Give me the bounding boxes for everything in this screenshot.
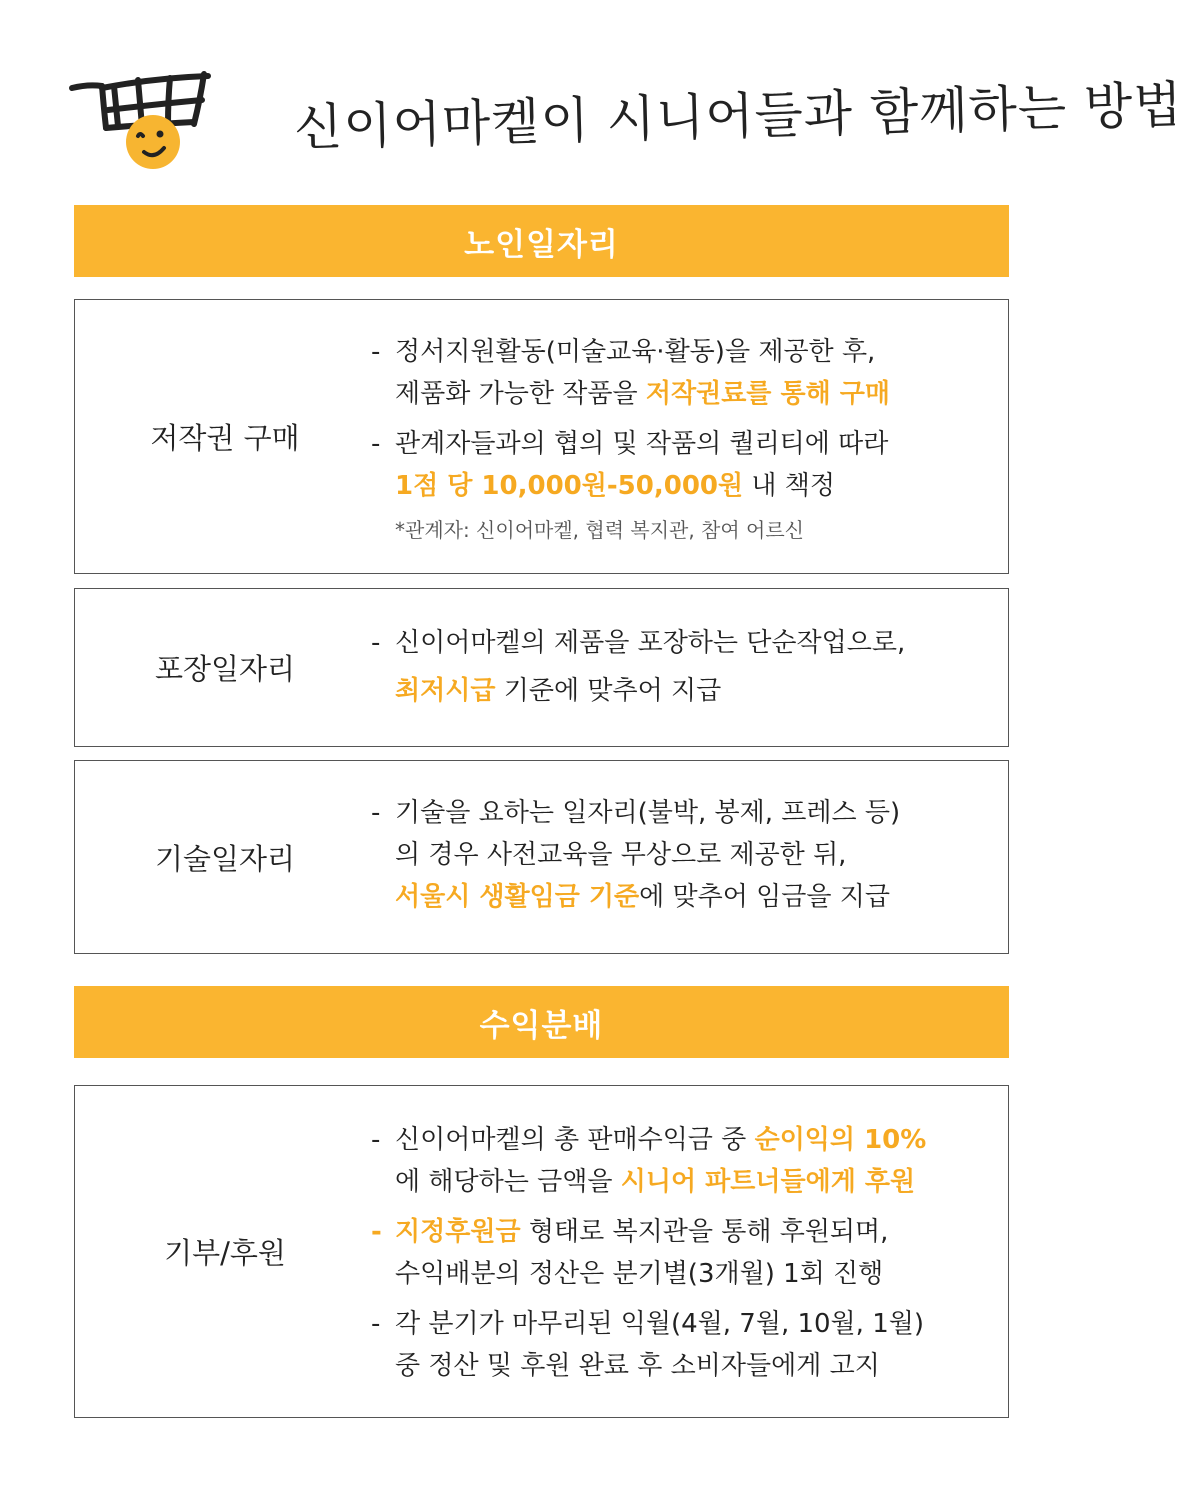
highlight-text: 저작권료를 통해 구매 <box>645 379 890 409</box>
bullet-line <box>395 1303 998 1345</box>
text-run: 기술을 요하는 일자리(불박, 봉제, 프레스 등) <box>395 798 901 828</box>
text-run: 정서지원활동(미술교육·활동)을 제공한 후, <box>395 337 876 367</box>
info-box-copyright-purchase <box>74 299 1009 574</box>
bullet-line <box>395 331 998 373</box>
bullet-line <box>395 834 998 876</box>
bullet-line <box>395 373 998 415</box>
footnote: *관계자: 신이어마켙, 협력 복지관, 참여 어르신 <box>395 518 804 542</box>
bullet-dash: - <box>371 628 381 658</box>
bullet-item <box>371 1303 998 1387</box>
bullet-dash: - <box>371 1217 382 1247</box>
bullet-line <box>395 423 998 465</box>
bullet-item <box>371 423 998 507</box>
box-label: 포장일자리 <box>154 652 296 686</box>
highlight-text: 순이익의 10% <box>754 1125 927 1155</box>
text-run: 각 분기가 마무리된 익월(4월, 7월, 10월, 1월) <box>395 1309 925 1339</box>
box-label: 기술일자리 <box>154 841 296 876</box>
highlight-text: 최저시급 <box>395 676 496 706</box>
text-run: 제품화 가능한 작품을 <box>395 379 646 409</box>
text-run: 중 정산 및 후원 완료 후 소비자들에게 고지 <box>395 1351 880 1381</box>
text-run: 에 해당하는 금액을 <box>395 1167 621 1197</box>
text-run: 수익배분의 정산은 분기별(3개월) 1회 진행 <box>395 1259 884 1289</box>
page-title: 신이어마켙이 시니어들과 함께하는 방법 <box>293 75 1183 157</box>
bullet-item <box>371 331 998 415</box>
text-run: 관계자들과의 협의 및 작품의 퀄리티에 따라 <box>395 429 889 459</box>
bullet-line <box>395 1253 998 1295</box>
bullet-dash: - <box>371 1125 381 1155</box>
bullet-line <box>395 1119 998 1161</box>
highlight-text: 지정후원금 <box>395 1217 521 1247</box>
box-body <box>371 619 998 715</box>
bullet-line <box>395 667 998 715</box>
text-run: 의 경우 사전교육을 무상으로 제공한 뒤, <box>395 840 847 870</box>
text-run: 신이어마켙의 제품을 포장하는 단순작업으로, <box>395 628 906 658</box>
bullet-dash: - <box>371 429 381 459</box>
box-body <box>371 792 998 918</box>
bullet-item <box>371 619 998 715</box>
bullet-item <box>371 1211 998 1295</box>
box-label: 저작권 구매 <box>150 421 300 455</box>
bullet-line <box>395 1161 998 1203</box>
text-run: 형태로 복지관을 통해 후원되며, <box>520 1217 889 1247</box>
page-header <box>68 60 1183 180</box>
section-bar-senior-jobs: 노인일자리 <box>74 205 1009 277</box>
bullet-line <box>395 465 998 507</box>
bullet-dash: - <box>371 798 381 828</box>
bullet-line <box>395 876 998 918</box>
bullet-dash: - <box>371 1309 381 1339</box>
highlight-text: 시니어 파트너들에게 후원 <box>620 1167 916 1197</box>
bullet-item <box>371 1119 998 1203</box>
text-run: 내 책정 <box>743 471 836 501</box>
box-body <box>371 331 998 545</box>
info-box-skilled-job <box>74 760 1009 954</box>
highlight-text: 서울시 생활임금 기준 <box>395 882 640 912</box>
bullet-line <box>395 619 998 667</box>
highlight-text: 1점 당 10,000원-50,000원 <box>395 471 744 501</box>
info-box-packaging-job <box>74 588 1009 747</box>
bullet-dash: - <box>371 337 381 367</box>
bullet-item <box>371 792 998 918</box>
bullet-line <box>395 792 998 834</box>
text-run: 에 맞추어 임금을 지급 <box>639 882 890 912</box>
bullet-line <box>395 1345 998 1387</box>
box-label: 기부/후원 <box>164 1236 286 1270</box>
text-run: 신이어마켙의 총 판매수익금 중 <box>395 1125 755 1155</box>
info-box-donation <box>74 1085 1009 1418</box>
box-body <box>371 1119 998 1387</box>
text-run: 기준에 맞추어 지급 <box>495 676 722 706</box>
shopping-cart-smiley-icon <box>68 66 218 176</box>
section-bar-profit-sharing: 수익분배 <box>74 986 1009 1058</box>
bullet-line <box>395 1211 998 1253</box>
